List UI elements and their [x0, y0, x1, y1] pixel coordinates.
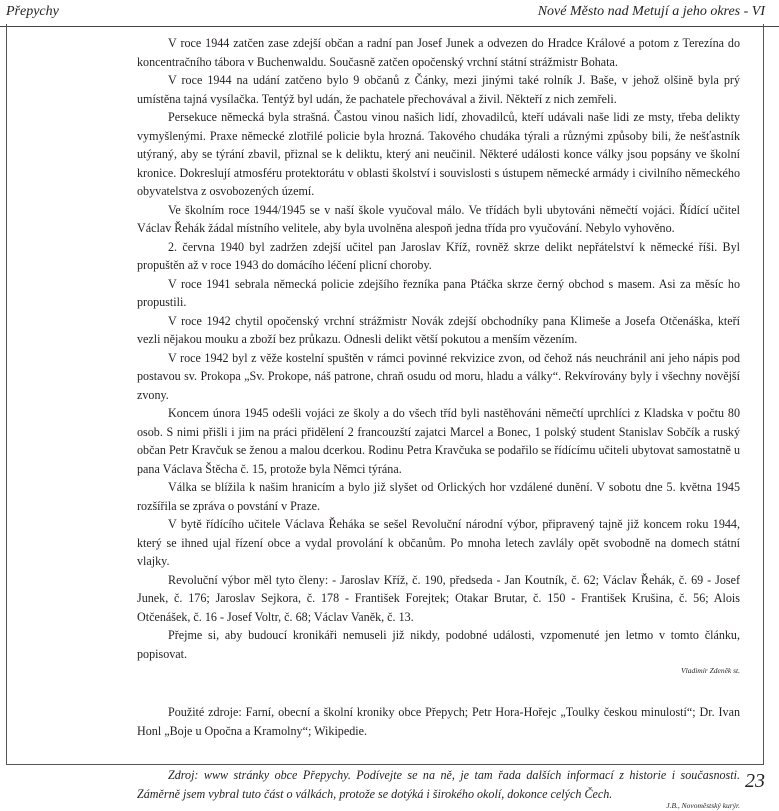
author-signature: Vladimír Zdeněk st.: [681, 666, 740, 675]
paragraph: Persekuce německá byla strašná. Častou vinou našich lidí, zhovadilců, kteří udávali naše lidi ze msty, třeba delikty vymyšlenými. Praxe německé zlotřilé policie byla hrozná. Takového chudáka týrali a různými způsoby bili, že nešťastník utýraný, aby se týrání zbavil, přiznal se k deliktu, který ani neučinil. Některé události konce války jsou popsány ve školní kronice. Dokreslují atmosféru protektorátu v oblasti školství i souvislosti s ústupem německé armády i civilního německého obyvatelstva z osvobozených území.: [137, 110, 740, 198]
paragraph: Koncem února 1945 odešli vojáci ze školy a do všech tříd byli nastěhováni němečtí uprchlíci z Kladska v počtu 80 osob. S nimi přišli i jim na práci přidělení 2 francouzští zajatci Marcel a Bonec, 1 polský student Stanislav Sobčík a ruský občan Petr Kravčuk se ženou a malou dcerkou. Rodinu Petra Kravčuka se podařilo se řídícímu učiteli ubytovat samostatně u pana Václava Štěcha č. 15, protože byla Němci týrána.: [137, 406, 740, 476]
editor-note-section: [137, 766, 740, 803]
header-left-title: Přepychy: [6, 4, 59, 19]
sources-section: [137, 703, 740, 740]
paragraph: V roce 1941 sebrala německá policie zdejšího řezníka pana Ptáčka skrze černý obchod s masem. Asi za měsíc ho propustili.: [137, 276, 740, 309]
paragraph: Válka se blížila k našim hranicím a bylo již slyšet od Orlických hor vzdálené dunění. V sobotu dne 5. května 1945 rozšířila se zpráva o povstání v Praze.: [137, 480, 740, 513]
editor-note-text: Zdroj: www stránky obce Přepychy. Podívejte se na ně, je tam řada dalších informací z historie i současnosti. Záměrně jsem vybral tuto část o válkách, protože se dotýká i širokého okolí, dokonce celých Čech.: [137, 768, 740, 801]
editor-signature: J.B., Novoměstský kurýr.: [666, 801, 740, 810]
paragraph: V roce 1944 zatčen zase zdejší občan a radní pan Josef Junek a odvezen do Hradce Králové a potom z Terezína do koncentračního tábora v Buchenwaldu. Současně zatčen opočenský vrchní státní strážmistr Bohata.: [137, 36, 740, 69]
sources-text: Použité zdroje: Farní, obecní a školní kroniky obce Přepych; Petr Hora-Hořejc „Toulky českou minulostí“; Dr. Ivan Honl „Boje u Opočna a Kramolny“; Wikipedie.: [137, 705, 740, 738]
page-number: 23: [745, 770, 765, 792]
paragraph: V roce 1942 chytil opočenský vrchní strážmistr Novák zdejší obchodníky pana Klimeše a Josefa Otčenáška, kteří vezli nějakou mouku a zboží bez průkazu. Odnesli delikt větší pokutou a menším vězením.: [137, 313, 740, 346]
paragraph: V roce 1942 byl z věže kostelní spuštěn v rámci povinné rekvizice zvon, od čehož nás neuchránil ani jeho nápis pod postavou sv. Prokopa „Sv. Prokope, náš patrone, chraň osudu od moru, hladu a války“. Rekvírovány byly i všechny novější zvony.: [137, 350, 740, 402]
paragraph: V bytě řídícího učitele Václava Řeháka se sešel Revoluční národní výbor, připravený tajně již koncem roku 1944, který se ihned ujal řízení obce a vydal provolání k občanům. Po mnoha letech zavlály opět svobodně na domech státní vlajky.: [137, 517, 740, 568]
paragraph: 2. června 1940 byl zadržen zdejší učitel pan Jaroslav Kříž, rovněž skrze delikt nepřátelství k německé říši. Byl propuštěn až v roce 1943 do domácího léčení plicní choroby.: [137, 239, 740, 272]
article-body: [137, 34, 740, 811]
header-right-title: Nové Město nad Metují a jeho okres - VI: [537, 4, 765, 19]
paragraph: V roce 1944 na udání zatčeno bylo 9 občanů z Čánky, mezi jinými také rolník J. Baše, v jehož olšině byla prý umístěna tajná vysílačka. Tentýž byl udán, že pachatele přechovával a živil. Někteří z nich zemřeli.: [137, 73, 740, 106]
paragraph: Přejme si, aby budoucí kronikáři nemuseli již nikdy, podobné události, vzpomenuté jen letmo v tomto článku, popisovat.: [137, 628, 740, 661]
paragraph: Revoluční výbor měl tyto členy: - Jaroslav Kříž, č. 190, předseda - Jan Koutník, č. 62; Václav Řehák, č. 69 - Josef Junek, č. 176; Jaroslav Sejkora, č. 178 - František Forejtek; Otakar Brutar, č. 150 - František Krušina, č. 56; Alois Otčenášek, č. 16 - Josef Voltr, č. 68; Václav Vaněk, č. 13.: [137, 572, 740, 624]
paragraph: Ve školním roce 1944/1945 se v naší škole vyučoval málo. Ve třídách byli ubytováni němečtí vojáci. Řídící učitel Václav Řehák žádal místního velitele, aby byla uvolněna alespoň jedna třída pro vyučování. Nebylo vyhověno.: [137, 202, 740, 235]
running-header: [0, 4, 779, 22]
